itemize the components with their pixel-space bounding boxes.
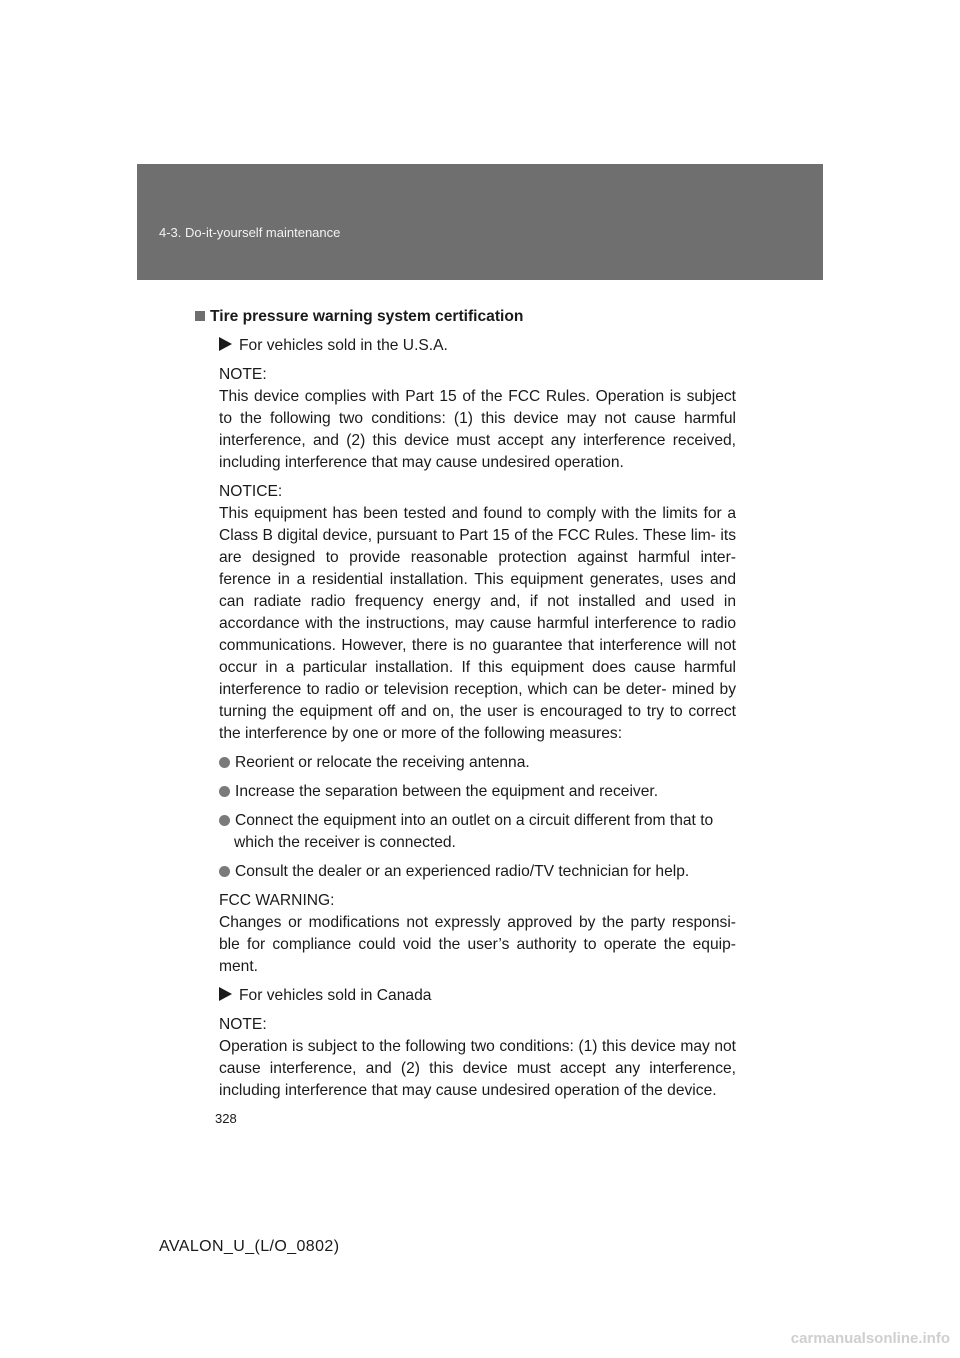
notice-line: to correct the interference by one or more of the following measures: xyxy=(219,703,736,742)
page-content xyxy=(210,306,736,1109)
bullet-item xyxy=(219,861,736,883)
note2-line: including interference that may cause undesired operation of the device. xyxy=(219,1082,717,1099)
notice-line: can radiate radio frequency energy and, if not installed and used in xyxy=(219,593,736,610)
fcc-warning-line: ment. xyxy=(219,958,258,975)
circle-bullet-icon xyxy=(219,815,230,826)
bullet-item xyxy=(219,810,736,854)
circle-bullet-icon xyxy=(219,757,230,768)
fcc-warning-line: ble for compliance could void the user’s authority to operate the equip- xyxy=(219,936,736,953)
notice-line: radio communications. However, there is no guarantee that interference xyxy=(219,615,736,654)
notice-line: Class B digital device, pursuant to Part 15 of the FCC Rules. These lim- xyxy=(219,527,716,544)
note1-line: This device complies with Part 15 of the FCC Rules. Operation is subject xyxy=(219,388,736,405)
section-title: 4-3. Do-it-yourself maintenance xyxy=(159,225,341,240)
square-bullet-icon xyxy=(195,311,205,321)
document-code: AVALON_U_(L/O_0802) xyxy=(159,1238,340,1255)
note1-label: NOTE: xyxy=(219,366,267,383)
usa-label xyxy=(219,335,736,357)
canada-label xyxy=(219,985,736,1007)
note1-line: including interference that may cause undesired operation. xyxy=(219,454,624,471)
bullet-text: Consult the dealer or an experienced radio/TV technician for help. xyxy=(235,863,690,880)
fcc-warning-block xyxy=(219,890,736,978)
header-band xyxy=(137,164,823,280)
arrow-right-icon xyxy=(219,337,232,351)
note1-block xyxy=(219,364,736,474)
bullet-item xyxy=(219,752,736,774)
circle-bullet-icon xyxy=(219,786,230,797)
notice-block xyxy=(219,481,736,745)
notice-line: will not occur in a particular installation. If this equipment does cause xyxy=(219,637,736,676)
note2-line: not cause interference, and (2) this device must accept any interference, xyxy=(219,1038,736,1077)
fcc-warning-label: FCC WARNING: xyxy=(219,892,335,909)
fcc-warning-text xyxy=(219,912,736,978)
notice-line: This equipment has been tested and found to comply with the limits for a xyxy=(219,505,736,522)
notice-label: NOTICE: xyxy=(219,483,283,500)
notice-line: accordance with the instructions, may cause harmful interference to xyxy=(219,615,696,632)
bullet-text: Increase the separation between the equipment and receiver. xyxy=(235,783,659,800)
note2-label: NOTE: xyxy=(219,1016,267,1033)
watermark: carmanualsonline.info xyxy=(790,1330,950,1347)
notice-line: mined by turning the equipment off and on, the user is encouraged to try xyxy=(219,681,736,720)
section-heading-text: Tire pressure warning system certification xyxy=(210,308,524,325)
note2-text xyxy=(219,1036,736,1102)
notice-line: its are designed to provide reasonable protection against harmful inter- xyxy=(219,527,736,566)
bullet-text: Connect the equipment into an outlet on a circuit different from that to xyxy=(235,812,714,829)
fcc-warning-line: Changes or modifications not expressly approved by the party responsi- xyxy=(219,914,736,931)
note1-line: to the following two conditions: (1) this device may not cause harmful xyxy=(219,410,736,427)
note2-line: Operation is subject to the following two conditions: (1) this device may xyxy=(219,1038,710,1055)
notice-line: harmful interference to radio or television reception, which can be deter- xyxy=(219,659,736,698)
bullet-item xyxy=(219,781,736,803)
arrow-right-icon xyxy=(219,987,232,1001)
usa-label-text: For vehicles sold in the U.S.A. xyxy=(239,337,448,354)
notice-text xyxy=(219,503,736,745)
canada-label-text: For vehicles sold in Canada xyxy=(239,987,432,1004)
bullet-text: Reorient or relocate the receiving antenna. xyxy=(235,754,530,771)
note2-block xyxy=(219,1014,736,1102)
circle-bullet-icon xyxy=(219,866,230,877)
section-heading xyxy=(195,306,736,328)
page-number: 328 xyxy=(215,1111,237,1126)
notice-line: ference in a residential installation. This equipment generates, uses and xyxy=(219,571,736,588)
bullet-text-continued: which the receiver is connected. xyxy=(234,834,456,851)
note1-text xyxy=(219,386,736,474)
note1-line: interference, and (2) this device must accept any interference received, xyxy=(219,432,736,449)
